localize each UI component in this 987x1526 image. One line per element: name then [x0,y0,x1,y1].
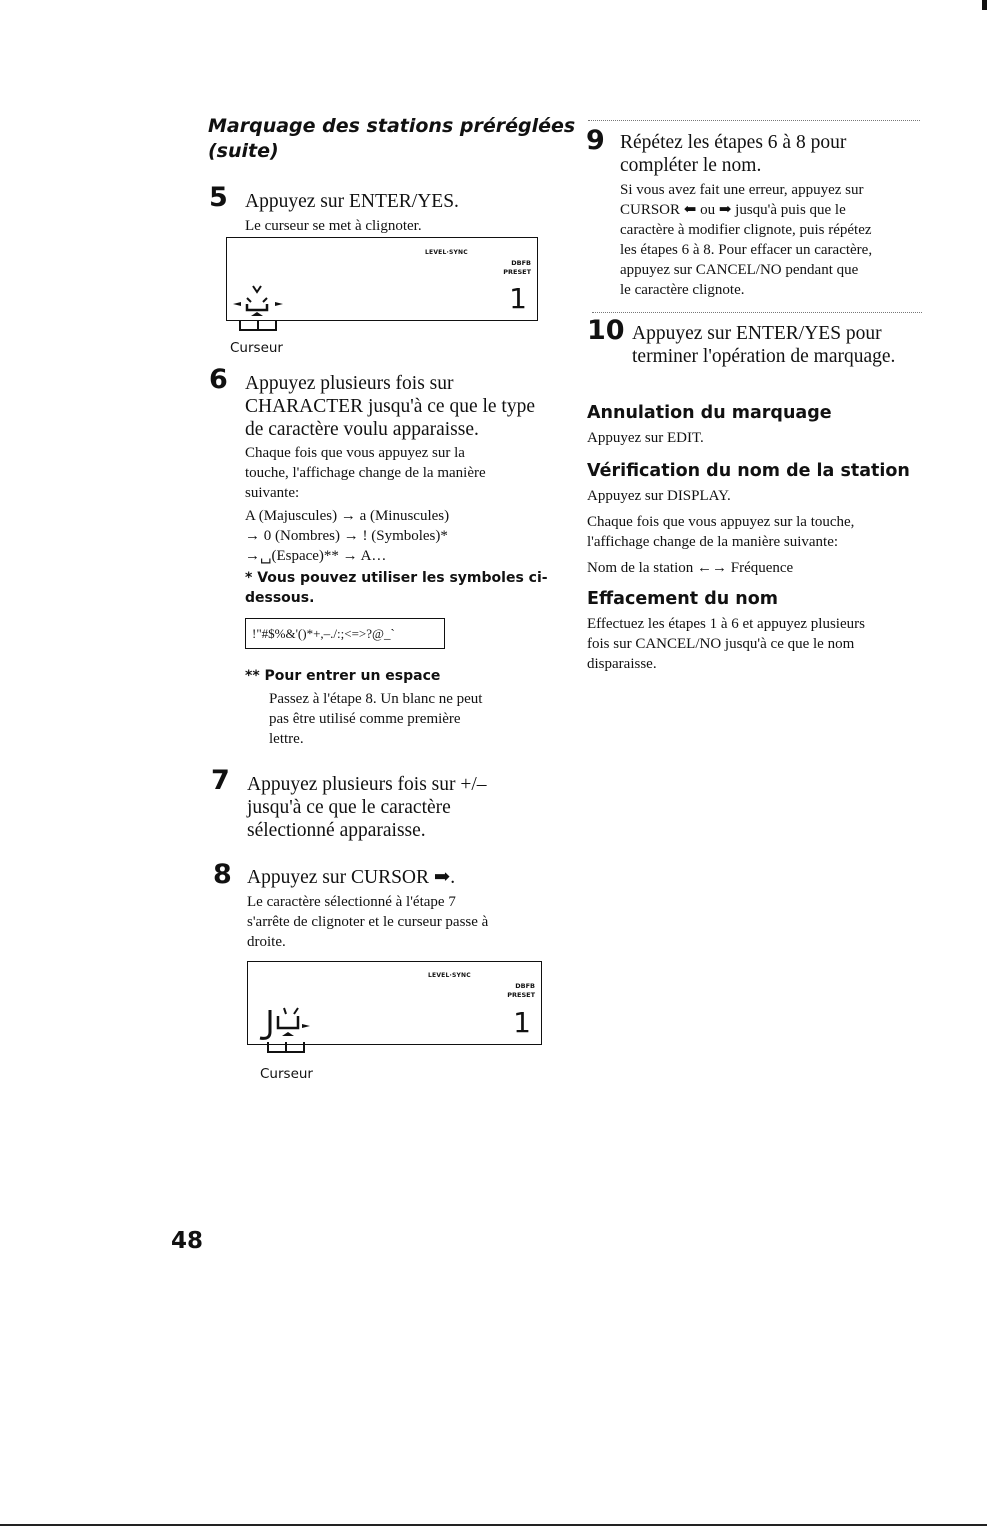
symbols-note-line1: * Vous pouvez utiliser les symboles ci- [245,570,548,586]
verification-line1: Appuyez sur DISPLAY. [587,488,731,504]
cursor-caption-2: Curseur [260,1066,313,1082]
space-note-line1: Passez à l'étape 8. Un blanc ne peut [269,691,483,707]
dbfb-label: DBFB [515,982,535,990]
sequence-line2: → 0 (Nombres) → ! (Symboles)* [245,528,448,544]
step9-desc-line2: CURSOR ⬅ ou ➡ jusqu'à puis que le [620,202,846,218]
step6-desc-line2: touche, l'affichage change de la manière [245,465,486,481]
step6-description [245,443,486,503]
dbfb-preset-label [507,982,535,1000]
effacement-heading: Effacement du nom [587,589,778,609]
cursor-bracket-icon [264,1040,308,1058]
level-sync-label: LEVEL·SYNC [428,972,471,979]
step8-desc-line3: droite. [247,934,286,950]
step6-desc-line1: Chaque fois que vous appuyez sur la [245,445,465,461]
page-number: 48 [171,1228,204,1254]
step6-title-line2: CHARACTER jusqu'à ce que le type [245,396,536,417]
middle-dotted-rule [592,312,922,313]
step-number-5: 5 [209,182,228,213]
step-number-9: 9 [586,125,605,156]
section-title [208,114,575,164]
step7-title-line2: jusqu'à ce que le caractère [247,797,451,818]
step10-title-line1: Appuyez sur ENTER/YES pour [632,323,882,344]
section-title-line1: Marquage des stations préréglées [208,115,576,137]
verification-text [587,486,854,578]
dbfb-preset-label [503,259,531,277]
step8-desc-line1: Le caractère sélectionné à l'étape 7 [247,894,456,910]
step7-title-line3: sélectionné apparaisse. [247,820,426,841]
step9-title-line2: compléter le nom. [620,155,762,176]
preset-label: PRESET [507,991,535,999]
top-dotted-rule [588,120,920,121]
preset-number: 1 [509,282,527,315]
step6-title-line3: de caractère voulu apparaisse. [245,419,479,440]
cursor-bracket-icon [236,318,280,336]
step5-title: Appuyez sur ENTER/YES. [245,191,459,212]
annulation-text: Appuyez sur EDIT. [587,430,704,446]
annulation-heading: Annulation du marquage [587,403,832,423]
step10-title [632,322,895,368]
effacement-line3: disparaisse. [587,656,657,672]
step6-desc-line3: suivante: [245,485,300,501]
step9-desc-line6: le caractère clignote. [620,282,745,298]
verification-line2: Chaque fois que vous appuyez sur la touche, [587,514,855,530]
level-sync-label: LEVEL·SYNC [425,249,468,256]
step10-title-line2: terminer l'opération de marquage. [632,346,896,367]
step9-desc-line3: caractère à modifier clignote, puis répétez [620,222,872,238]
step9-title-line1: Répétez les étapes 6 à 8 pour [620,132,847,153]
step9-description [620,180,872,300]
step8-desc-line2: s'arrête de clignoter et le curseur passe à [247,914,489,930]
lcd-display-2 [247,961,542,1045]
scan-mark [982,0,987,10]
step9-desc-line1: Si vous avez fait une erreur, appuyez sur [620,182,864,198]
space-note-line2: pas être utilisé comme première [269,711,461,727]
verification-line4: Nom de la station ←→ Fréquence [587,560,794,576]
lcd-display-1 [226,237,538,321]
step-number-7: 7 [211,765,230,796]
step-number-10: 10 [587,315,625,346]
character-sequence [245,506,449,566]
preset-number: 1 [513,1006,531,1039]
step7-title [247,773,487,842]
cursor-caption-1: Curseur [230,340,283,356]
dbfb-label: DBFB [511,259,531,267]
symbols-box: !"#$%&'()*+,–./:;<=>?@_` [245,618,445,649]
step9-title [620,131,846,177]
section-title-line2: (suite) [208,140,279,162]
verification-line3: l'affichage change de la manière suivante: [587,534,839,550]
step6-title [245,372,535,441]
step8-description [247,892,488,952]
symbols-note-line2: dessous. [245,590,315,606]
step9-desc-line5: appuyez sur CANCEL/NO pendant que [620,262,859,278]
effacement-line2: fois sur CANCEL/NO jusqu'à ce que le nom [587,636,855,652]
step8-title: Appuyez sur CURSOR ➡. [247,867,456,888]
preset-label: PRESET [503,268,531,276]
effacement-text [587,614,865,674]
step-number-8: 8 [213,859,232,890]
verification-heading: Vérification du nom de la station [587,461,910,481]
step-number-6: 6 [209,364,228,395]
space-note-body [269,689,482,749]
step5-description: Le curseur se met à clignoter. [245,218,422,234]
space-note-line3: lettre. [269,731,304,747]
sequence-line3: →␣(Espace)** → A… [245,548,387,564]
sequence-line1: A (Majuscules) → a (Minuscules) [245,508,450,524]
space-note-title: ** Pour entrer un espace [245,668,441,684]
step9-desc-line4: les étapes 6 à 8. Pour effacer un caractère, [620,242,873,258]
effacement-line1: Effectuez les étapes 1 à 6 et appuyez plusieurs [587,616,865,632]
step6-title-line1: Appuyez plusieurs fois sur [245,373,454,394]
step7-title-line1: Appuyez plusieurs fois sur +/– [247,774,487,795]
symbols-note [245,568,548,608]
